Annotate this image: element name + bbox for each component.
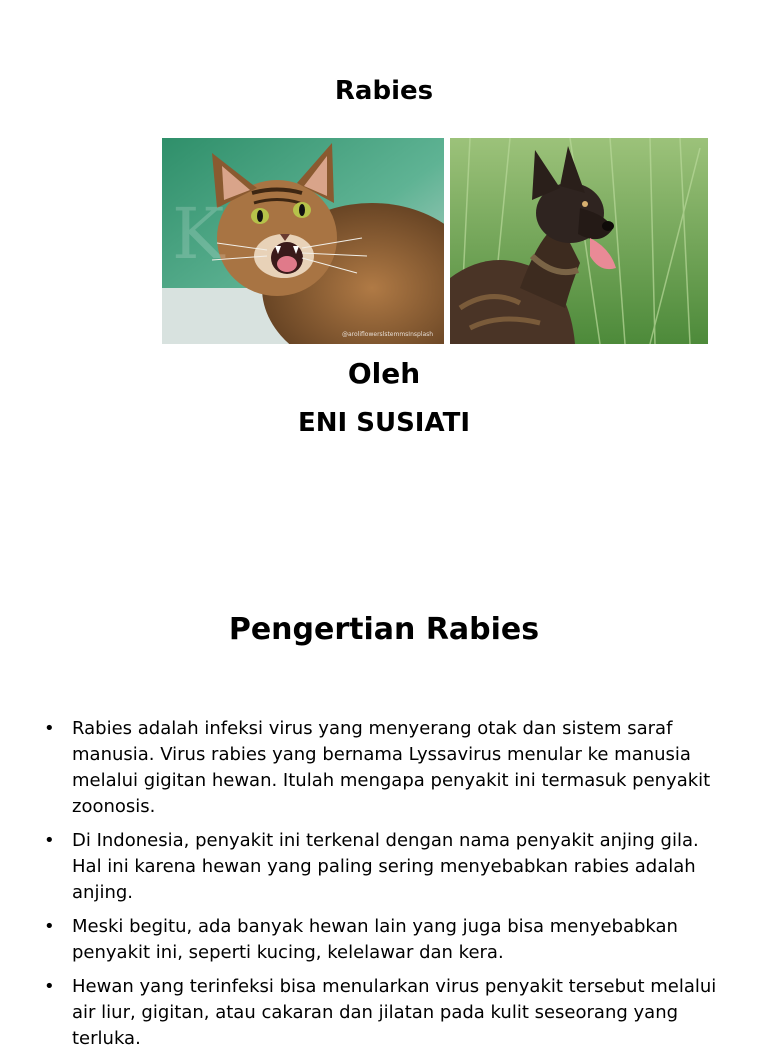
definition-heading: Pengertian Rabies — [228, 612, 540, 647]
by-label: Oleh — [347, 357, 421, 390]
svg-text:K: K — [172, 193, 225, 275]
bullet-text: Hewan yang terinfeksi bisa menularkan virus penyakit tersebut melalui air liur, gigitan, atau cakaran dan jilatan pada kulit seseorang yang terluka. — [72, 976, 717, 1049]
definition-bullet-list — [40, 716, 730, 1060]
cat-photo-credit: @aroliflowerslstemmsInsplash — [342, 331, 434, 338]
bullet-item — [40, 716, 730, 820]
bullet-item — [40, 828, 730, 906]
bullet-marker: • — [44, 718, 55, 739]
bullet-marker: • — [44, 830, 55, 851]
author-name: ENI SUSIATI — [298, 408, 470, 438]
dog-photo — [450, 138, 708, 344]
cat-photo — [162, 138, 444, 344]
bullet-item — [40, 914, 730, 966]
bullet-text: Meski begitu, ada banyak hewan lain yang juga bisa menyebabkan penyakit ini, seperti kucing, kelelawar dan kera. — [72, 916, 678, 963]
bullet-text: Rabies adalah infeksi virus yang menyerang otak dan sistem saraf manusia. Virus rabies yang bernama Lyssavirus menular ke manusia melalui gigitan hewan. Itulah mengapa penyakit ini termasuk penyakit zoonosis. — [72, 718, 711, 817]
bullet-text: Di Indonesia, penyakit ini terkenal dengan nama penyakit anjing gila. Hal ini karena hewan yang paling sering menyebabkan rabies adalah anjing. — [72, 830, 699, 903]
bullet-marker: • — [44, 916, 55, 937]
bullet-marker: • — [44, 976, 55, 997]
slide-title-heading: Rabies — [334, 76, 434, 106]
bullet-item — [40, 974, 730, 1052]
